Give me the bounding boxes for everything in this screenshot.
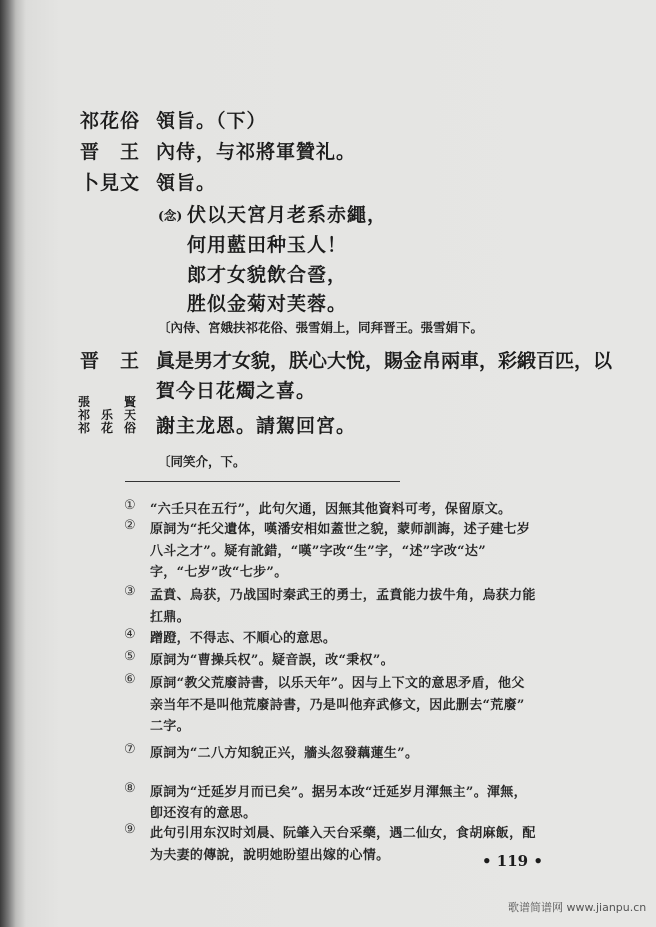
footnote-marker: ① bbox=[124, 498, 136, 513]
footnote-line: 亲当年不是叫他荒廢詩書，乃是叫他弃武修文，因此删去“荒廢” bbox=[150, 698, 525, 713]
poem-line: 何用藍田种玉人！ bbox=[187, 234, 348, 256]
footnote-line: 扛鼎。 bbox=[150, 610, 190, 625]
footnote-line: 蹭蹬，不得志、不順心的意思。 bbox=[150, 631, 337, 646]
footnote-line: 为夫妻的傳說，說明她盼望出嫁的心情。 bbox=[150, 848, 390, 863]
name-char: 祁 bbox=[78, 421, 91, 435]
footnote-divider bbox=[125, 481, 400, 482]
poem-cue: (念) bbox=[158, 208, 183, 223]
name-char: 花 bbox=[100, 421, 113, 435]
footnote-line: 字，“七岁”改“七步”。 bbox=[150, 565, 288, 580]
footnote-line: 原詞“教父荒廢詩書，以乐天年”。因与上下文的意思矛盾，他父 bbox=[150, 676, 525, 691]
name-char: 張 bbox=[78, 395, 91, 409]
name-char: 賢 bbox=[123, 395, 136, 409]
speaker: 晋 王 bbox=[80, 141, 141, 163]
footnote-marker: ④ bbox=[124, 627, 136, 642]
line-text: 內侍，与祁將軍贊礼。 bbox=[156, 141, 357, 163]
footnote-marker: ② bbox=[124, 518, 136, 533]
footnote-line: 此句引用东汉时刘晨、阮肇入天台采藥，遇二仙女，食胡麻飯，配 bbox=[150, 826, 536, 841]
line-text: 賀今日花燭之喜。 bbox=[156, 380, 317, 402]
line-text: 領旨。（下） bbox=[156, 110, 267, 132]
name-char: 祁 bbox=[78, 408, 91, 422]
footnote-marker: ⑧ bbox=[124, 781, 136, 796]
footnote-marker: ⑦ bbox=[124, 742, 136, 757]
line-text: 眞是男才女貌，朕心大悅，賜金帛兩車，彩緞百匹，以 bbox=[156, 350, 613, 372]
poem-line: 胜似金菊对芙蓉。 bbox=[187, 293, 348, 315]
trio-text: 謝主龙恩。請駕回宮。 bbox=[156, 415, 357, 437]
watermark: 歌谱简谱网 www.jianpu.cn bbox=[508, 901, 647, 914]
footnote-marker: ⑨ bbox=[124, 822, 136, 837]
poem-line: 伏以天宮月老系赤繩， bbox=[187, 204, 388, 226]
trio-speakers bbox=[78, 396, 136, 435]
name-char: 乐 bbox=[100, 408, 113, 422]
speaker: 祁花俗 bbox=[80, 110, 141, 132]
footnote-line: 卽还沒有的意思。 bbox=[150, 806, 257, 821]
speaker: 卜見文 bbox=[80, 172, 141, 194]
stage-direction: 〔同笑介，下。 bbox=[158, 454, 246, 469]
poem-line: 郎才女貌飲合巹， bbox=[187, 264, 348, 286]
footnote-marker: ⑥ bbox=[124, 672, 136, 687]
footnote-marker: ⑤ bbox=[124, 649, 136, 664]
footnote-line: “六壬只在五行”，此句欠通，因無其他資料可考，保留原文。 bbox=[150, 502, 512, 517]
footnote-line: 孟賁、烏获，乃战国时秦武王的勇士，孟賁能力拔牛角，烏获力能 bbox=[150, 588, 536, 603]
stage-direction: 〔內侍、宮娥扶祁花俗、張雪娟上，同拜晋王。張雪娟下。 bbox=[158, 320, 484, 335]
footnote-line: 原詞为“托父遺体，嘆潘安相如蓋世之貌，蒙师訓誨，述子建七岁 bbox=[150, 522, 531, 537]
speaker: 晋 王 bbox=[80, 350, 141, 372]
footnote-line: 原詞为“曹操兵权”。疑音誤，改“秉权”。 bbox=[150, 653, 394, 668]
page-number: • 119 • bbox=[482, 852, 543, 870]
line-text: 領旨。 bbox=[156, 172, 217, 194]
footnote-marker: ③ bbox=[124, 584, 136, 599]
footnote-line: 二字。 bbox=[150, 719, 190, 734]
footnote-line: 八斗之才”。疑有訛錯，“嘆”字改“生”字，“述”字改“达” bbox=[150, 544, 486, 559]
footnote-line: 原詞为“二八方知貌正兴，牆头忽發藕蓮生”。 bbox=[150, 746, 419, 761]
name-char: 天 bbox=[123, 408, 136, 422]
name-char: 俗 bbox=[123, 421, 136, 435]
footnote-line: 原詞为“迁延岁月而已矣”。据另本改“迁延岁月渾無主”。渾無， bbox=[150, 785, 527, 800]
